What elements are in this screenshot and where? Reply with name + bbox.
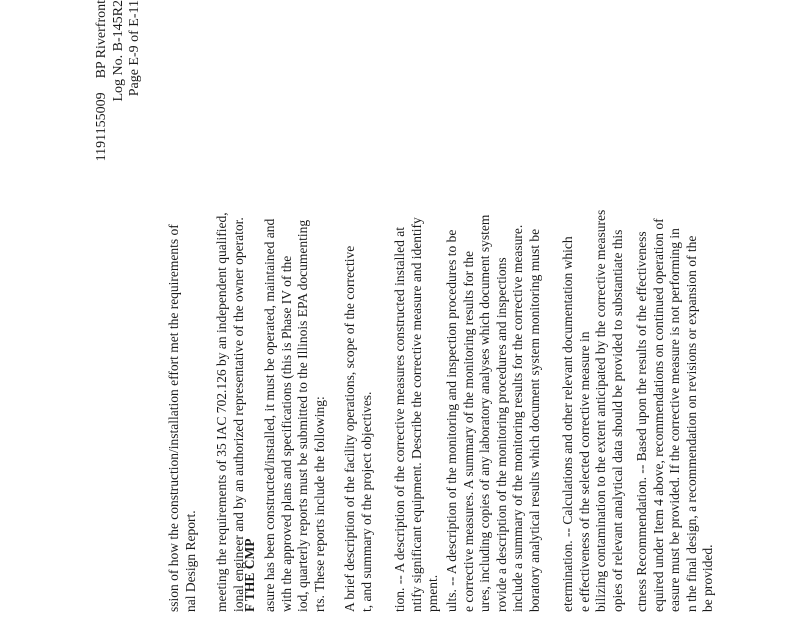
- text-line: rts. These reports include the following:: [311, 396, 327, 612]
- text-line: tion. -- A description of the corrective measures constructed installed at: [392, 226, 407, 612]
- header-line-1: [94, 0, 111, 248]
- text-line: ctness Recommendation. -- Based upon the results of the effectiveness: [634, 231, 649, 612]
- paragraph-construction-discussion: [166, 0, 199, 612]
- text-line: pment.: [425, 574, 440, 612]
- text-line: etermination. -- Calculations and other relevant documentation which: [560, 236, 575, 612]
- text-line: include a summary of the monitoring results for the corrective measure.: [510, 224, 525, 612]
- text-line: be provided.: [700, 544, 715, 612]
- page-header: [94, 0, 144, 248]
- text-line: ssion of how the construction/installation effort met the requirements of: [166, 224, 181, 612]
- text-line: opies of relevant analytical data should be provided to substantiate this: [609, 229, 625, 612]
- text-line: boratory analytical results which document system monitoring must be: [526, 228, 542, 612]
- text-line: A brief description of the facility operations, scope of the corrective: [342, 245, 357, 612]
- facility-name: BP Riverfront: [94, 0, 109, 79]
- text-line: n the final design, a recommendation on revisions or expansion of the: [683, 235, 699, 612]
- text-line: nal Design Report.: [182, 510, 198, 612]
- text-line: equired under Item 4 above, recommendations on continued operation of: [650, 218, 666, 612]
- log-number: Log No. B-145R2: [110, 0, 126, 102]
- text-line: ults. -- A description of the monitoring and inspection procedures to be: [444, 229, 459, 612]
- document-number: 1191155009: [94, 92, 109, 162]
- paragraph-operation-maintenance: [262, 0, 328, 612]
- text-line: t, and summary of the project objectives.: [358, 391, 374, 612]
- text-line: e effectiveness of the selected corrective measure in: [576, 331, 592, 612]
- text-line: asure has been constructed/installed, it must be operated, maintained and: [262, 218, 277, 612]
- paragraph-facility-description: [342, 0, 375, 612]
- paragraph-monitoring-results: [444, 0, 543, 612]
- text-line: ntify significant equipment. Describe the corrective measure and identify: [408, 217, 424, 612]
- text-line: ional engineer and by an authorized representative of the owner operator.: [230, 217, 246, 612]
- text-line: e corrective measures. A summary of the monitoring results for the: [460, 250, 476, 612]
- page-number: Page E-9 of E-11: [127, 0, 142, 97]
- text-line: iod, quarterly reports must be submitted to the Illinois EPA documenting: [295, 219, 310, 612]
- text-line: easure must be provided. If the corrective measure is not performing in: [667, 228, 682, 612]
- paragraph-effectiveness-determination: [560, 0, 626, 612]
- heading-text: F THE CMP: [242, 538, 257, 612]
- text-line: ures, including copies of any laboratory analyses which document system: [477, 214, 492, 612]
- text-line: bilizing contamination to the extent anticipated by the corrective measures: [593, 209, 608, 612]
- paragraph-corrective-measure-description: [392, 0, 442, 612]
- text-line: with the approved plans and specifications (this is Phase IV of the: [278, 255, 294, 612]
- text-line: meeting the requirements of 35 IAC 702.126 by an independent qualified,: [214, 212, 229, 612]
- section-heading: [242, 412, 259, 612]
- text-line: rovide a description of the monitoring procedures and inspections: [493, 257, 509, 612]
- paragraph-effectiveness-recommendation: [634, 0, 717, 612]
